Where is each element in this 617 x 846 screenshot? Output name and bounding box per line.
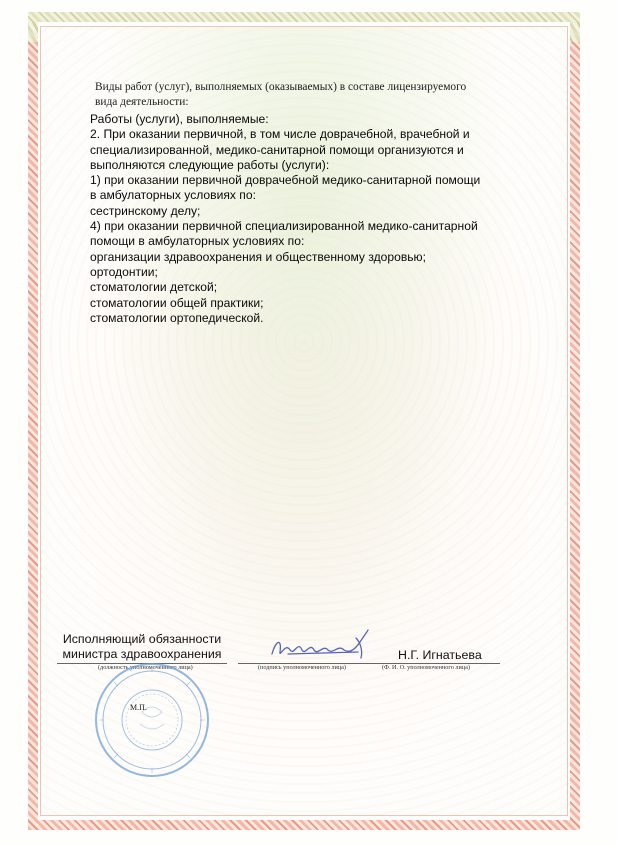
heading-line: вида деятельности: bbox=[95, 96, 189, 108]
stamp-label: М.П. bbox=[130, 703, 147, 712]
works-line: 4) при оказании первичной специализированной медико-санитарной bbox=[90, 219, 478, 234]
works-line: 1) при оказании первичной доврачебной медико-санитарной помощи bbox=[90, 173, 481, 188]
official-name: Н.Г. Игнатьева bbox=[398, 648, 482, 662]
official-seal bbox=[92, 660, 212, 780]
works-line: специализированной, медико-санитарной помощи организуются и bbox=[90, 142, 464, 157]
handwritten-signature bbox=[268, 628, 378, 664]
works-line: ортодонтии; bbox=[90, 264, 158, 279]
works-line: стоматологии ортопедической. bbox=[90, 310, 264, 325]
works-line: организации здравоохранения и общественному здоровью; bbox=[90, 249, 426, 264]
works-line: помощи в амбулаторных условиях по: bbox=[90, 234, 305, 249]
works-list bbox=[90, 112, 530, 326]
works-line: стоматологии детской; bbox=[90, 280, 218, 295]
name-caption: (Ф. И. О. уполномоченного лица) bbox=[382, 664, 470, 671]
heading-line: Виды работ (услуг), выполняемых (оказываемых) в составе лицензируемого bbox=[95, 81, 467, 93]
position-line: министра здравоохранения bbox=[62, 647, 222, 661]
signature-caption: (подпись уполномоченного лица) bbox=[258, 664, 346, 671]
works-line: выполняются следующие работы (услуги): bbox=[90, 157, 330, 172]
position-caption: (должность уполномоченного лица) bbox=[98, 664, 193, 671]
works-line: 2. При оказании первичной, в том числе доврачебной, врачебной и bbox=[90, 127, 470, 142]
official-position bbox=[57, 632, 227, 662]
works-line: стоматологии общей практики; bbox=[90, 295, 264, 310]
works-line: в амбулаторных условиях по: bbox=[90, 188, 256, 203]
works-line: Работы (услуги), выполняемые: bbox=[90, 112, 269, 126]
position-line: Исполняющий обязанности bbox=[62, 632, 222, 646]
document-heading bbox=[95, 80, 525, 110]
works-line: сестринскому делу; bbox=[90, 203, 201, 218]
